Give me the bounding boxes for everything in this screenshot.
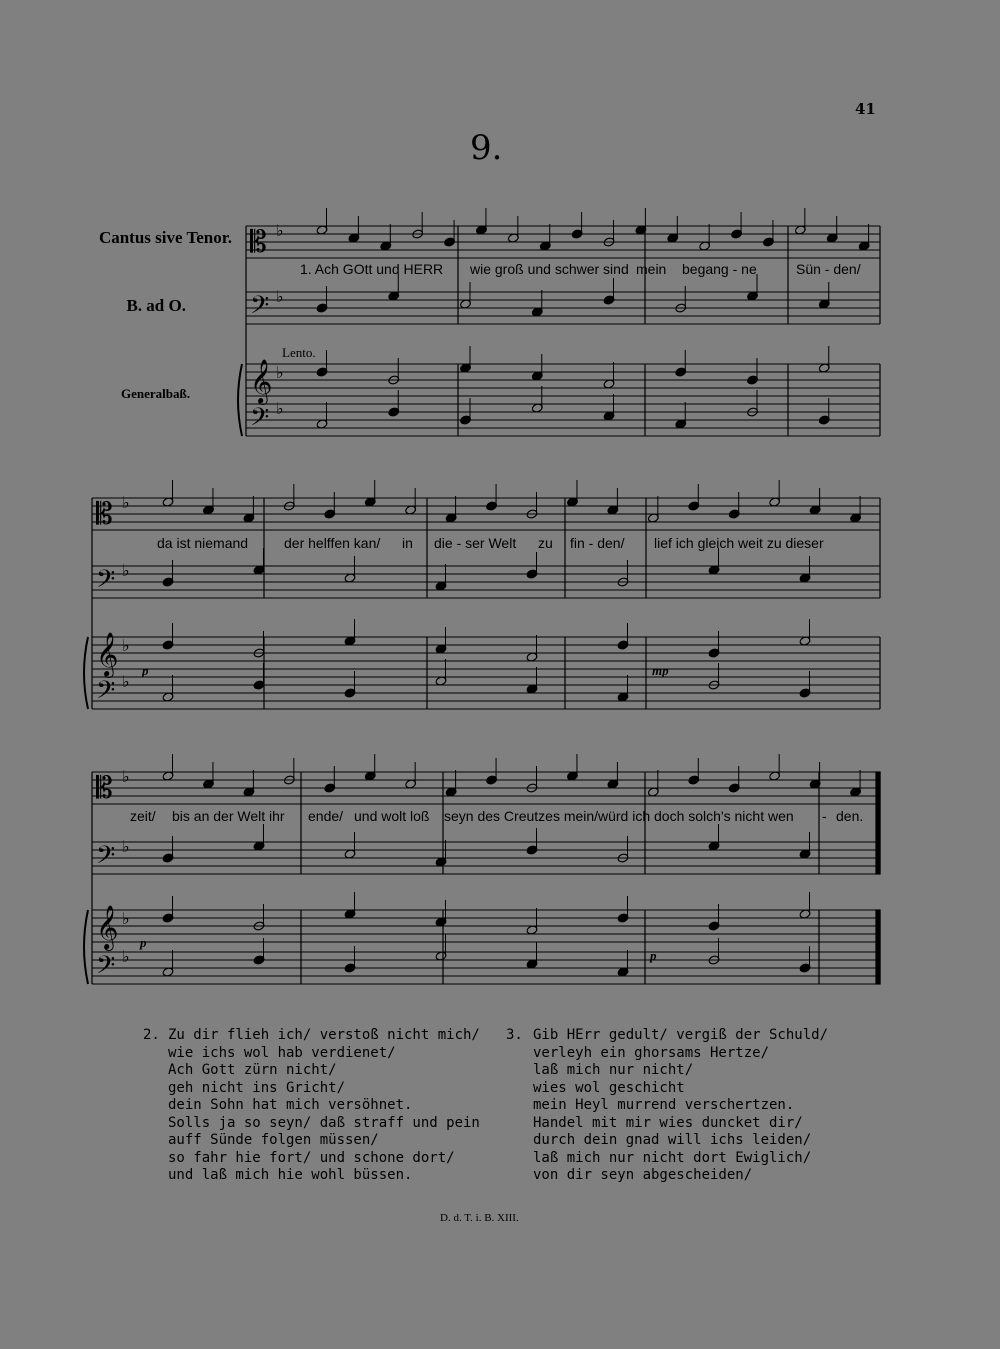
- verse-line: Ach Gott zürn nicht/: [168, 1062, 337, 1078]
- lyric: ende/: [308, 808, 344, 824]
- lyric: lief ich gleich weit zu dieser: [654, 535, 824, 551]
- page-number: 41: [855, 100, 876, 118]
- flat-icon: ♭: [122, 947, 130, 966]
- treble-clef-icon: 𝄞: [96, 632, 119, 676]
- verse-line: von dir seyn abgescheiden/: [533, 1167, 753, 1183]
- treble-clef-icon: 𝄞: [96, 905, 119, 949]
- lyric: zu: [538, 535, 553, 551]
- lyric: die - ser Welt: [434, 535, 517, 551]
- flat-icon: ♭: [276, 399, 284, 418]
- flat-icon: ♭: [122, 909, 130, 928]
- lyric: fin - den/: [570, 535, 625, 551]
- verse-number: 2.: [143, 1027, 160, 1043]
- lyric: Sün - den/: [796, 261, 861, 277]
- bass-clef-icon: 𝄢: [96, 951, 116, 986]
- lyric: zeit/: [130, 808, 156, 824]
- lyric: in: [402, 535, 413, 551]
- verse-number: 3.: [506, 1027, 523, 1043]
- part-label-generalbass: Generalbaß.: [121, 386, 190, 401]
- verse-line: auff Sünde folgen müssen/: [168, 1132, 379, 1148]
- barlines: [84, 226, 880, 984]
- dynamic-marking: p: [142, 663, 149, 678]
- flat-icon: ♭: [122, 561, 130, 580]
- staff-lines: [92, 226, 880, 984]
- verse-line: Gib HErr gedult/ vergiß der Schuld/: [533, 1027, 829, 1043]
- verse-line: Zu dir flieh ich/ verstoß nicht mich/: [168, 1027, 480, 1043]
- flat-icon: ♭: [122, 636, 130, 655]
- lyric: der helffen kan/: [284, 535, 381, 551]
- verse-line: laß mich nur nicht/: [533, 1062, 694, 1078]
- page-footer: D. d. T. i. B. XIII.: [440, 1212, 519, 1224]
- dynamic-marking: mp: [652, 663, 669, 678]
- bass-clef-icon: 𝄢: [96, 565, 116, 600]
- lyric: seyn des Creutzes mein/: [444, 808, 599, 824]
- verse-block: [533, 1027, 828, 1185]
- final-barline: [876, 772, 880, 874]
- verse-line: geh nicht ins Gricht/: [168, 1079, 346, 1096]
- flat-icon: ♭: [122, 672, 130, 691]
- flat-icon: ♭: [276, 287, 284, 306]
- lyric: begang - ne: [682, 261, 757, 277]
- lyric: 1. Ach GOtt und HERR: [300, 261, 444, 277]
- verse-line: wies wol geschicht: [533, 1079, 685, 1096]
- lyric: wie groß und schwer sind: [470, 261, 629, 277]
- lyric: -: [822, 808, 827, 824]
- lyric: da ist niemand: [157, 535, 249, 551]
- verse-line: und laß mich hie wohl büssen.: [168, 1167, 413, 1183]
- flat-icon: ♭: [122, 837, 130, 856]
- flat-icon: ♭: [276, 221, 284, 240]
- flat-icon: ♭: [122, 767, 130, 786]
- verse-line: wie ichs wol hab verdienet/: [168, 1044, 396, 1061]
- verse-line: durch dein gnad will ichs leiden/: [533, 1132, 812, 1148]
- bass-clef-icon: 𝄢: [250, 403, 270, 438]
- verse-block: [168, 1027, 480, 1185]
- c-clef-icon: 𝄡: [96, 771, 113, 806]
- verse-line: dein Sohn hat mich versöhnet.: [168, 1097, 413, 1113]
- dynamic-marking: p: [650, 948, 657, 963]
- bass-clef-icon: 𝄢: [96, 841, 116, 876]
- final-barline: [876, 910, 880, 984]
- verse-line: Handel mit mir wies duncket dir/: [533, 1114, 803, 1131]
- treble-clef-icon: 𝄞: [250, 359, 273, 403]
- clefs: [96, 221, 284, 986]
- flat-icon: ♭: [122, 493, 130, 512]
- c-clef-icon: 𝄡: [96, 497, 113, 532]
- verse-line: so fahr hie fort/ und schone dort/: [168, 1149, 455, 1166]
- bass-clef-icon: 𝄢: [96, 676, 116, 711]
- flat-icon: ♭: [276, 363, 284, 382]
- brace: [84, 637, 88, 709]
- lyric: den.: [836, 808, 864, 824]
- verse-line: Solls ja so seyn/ daß straff und pein: [168, 1114, 480, 1131]
- part-label-cantus: Cantus sive Tenor.: [98, 228, 232, 247]
- brace: [84, 910, 88, 984]
- verse-line: laß mich nur nicht dort Ewiglich/: [533, 1149, 812, 1166]
- lyric: würd ich doch solch's nicht wen: [598, 808, 794, 824]
- brace: [238, 364, 242, 436]
- verse-line: mein Heyl murrend verschertzen.: [533, 1097, 795, 1113]
- lyric: und wolt loß: [354, 808, 430, 824]
- lyric: bis an der Welt ihr: [172, 808, 285, 824]
- piece-number: 9.: [470, 128, 503, 168]
- c-clef-icon: 𝄡: [250, 225, 267, 260]
- tempo-marking: Lento.: [282, 345, 316, 360]
- lyric: mein: [636, 261, 667, 277]
- verse-line: verleyh ein ghorsams Hertze/: [533, 1044, 770, 1061]
- dynamic-marking: p: [140, 935, 147, 950]
- part-label-bass: B. ad O.: [126, 296, 186, 315]
- bass-clef-icon: 𝄢: [250, 291, 270, 326]
